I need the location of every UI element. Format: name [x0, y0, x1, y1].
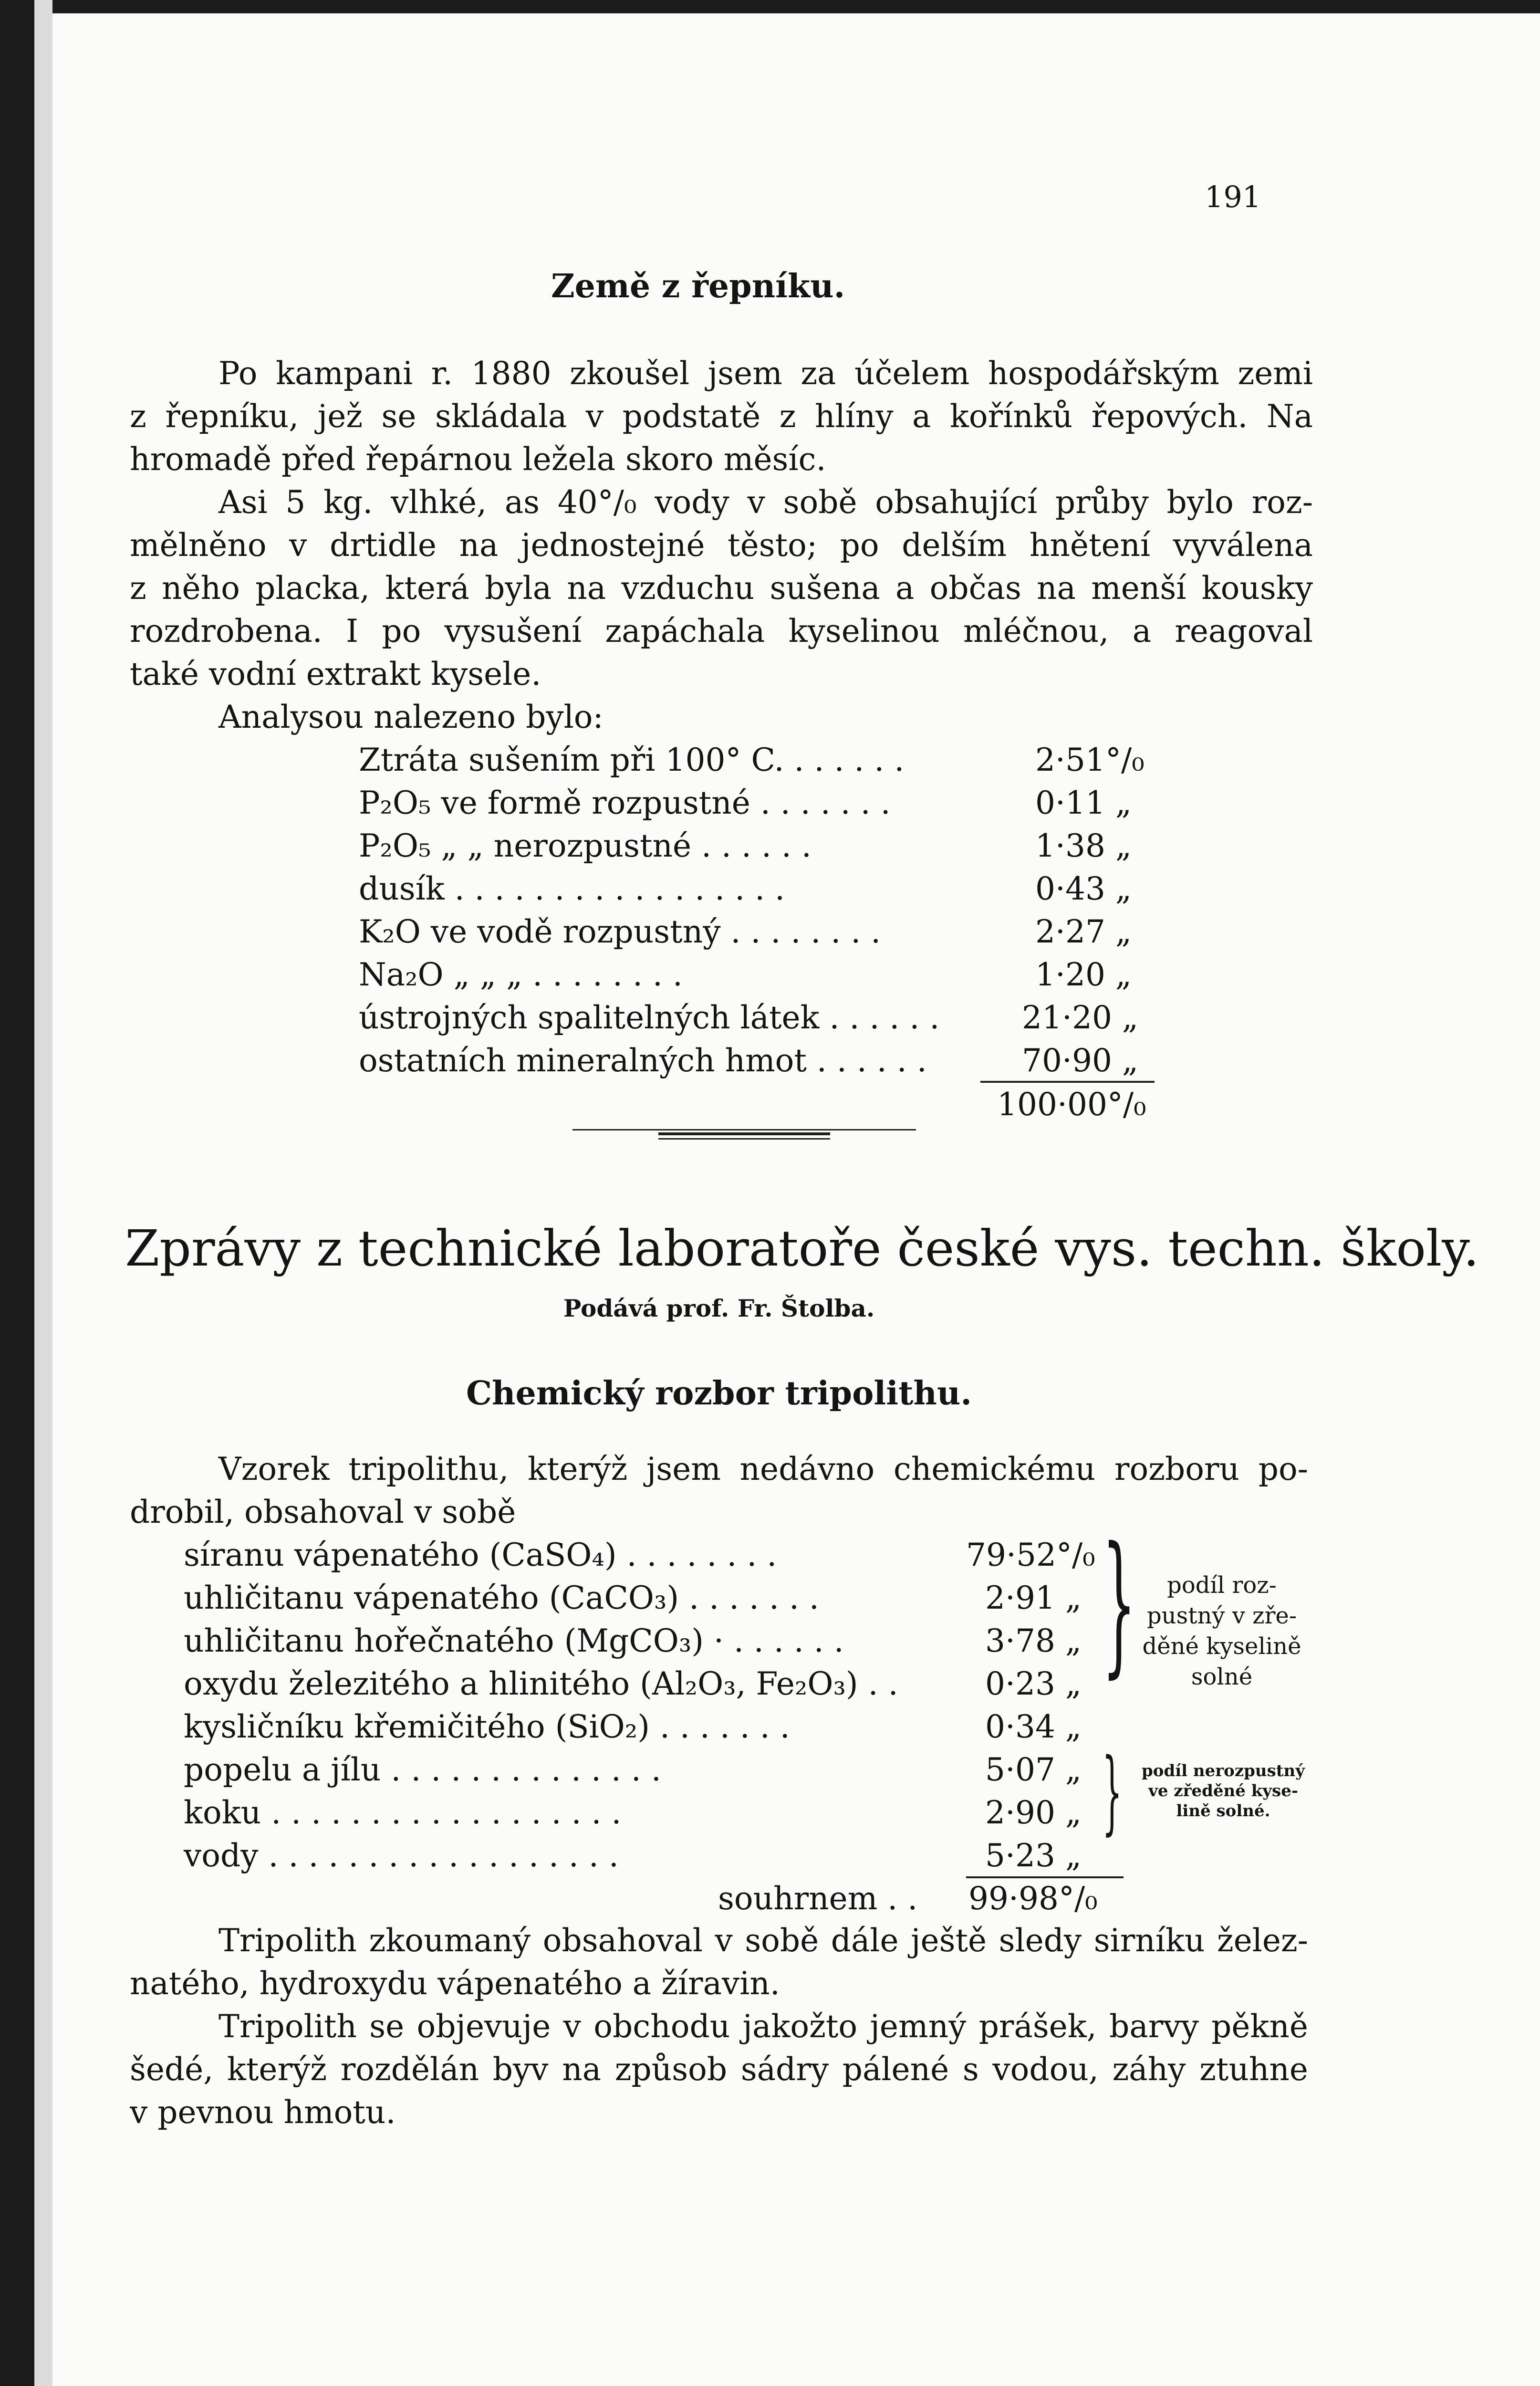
separator-line: [658, 1138, 830, 1140]
table-row: [184, 1748, 1138, 1791]
table-row: [359, 1039, 1170, 1082]
table-row: [359, 996, 1170, 1039]
row-label: ústrojných spalitelných látek . . . . . .: [359, 999, 940, 1036]
row-value: 2·27 „: [1035, 913, 1132, 950]
byline: Podává prof. Fr. Štolba.: [563, 1294, 875, 1322]
text-line: Tripolith se objevuje v obchodu jakožto jemný prášek, barvy pěkně: [219, 2008, 1308, 2045]
paragraph-method: [130, 481, 1313, 696]
row-label: popelu a jílu . . . . . . . . . . . . . .: [184, 1751, 661, 1788]
text-line: Asi 5 kg. vlhké, as 40°/₀ vody v sobě obsahující průby bylo roz-: [219, 484, 1313, 521]
row-label: dusík . . . . . . . . . . . . . . . . .: [359, 870, 785, 907]
row-label: kysličníku křemičitého (SiO₂) . . . . . . .: [184, 1708, 790, 1745]
separator-line: [572, 1129, 916, 1130]
total-value: 99·98°/₀: [968, 1880, 1098, 1917]
note-line: podíl nerozpustný: [1142, 1761, 1305, 1780]
row-value: 3·78 „: [985, 1622, 1082, 1659]
table-row: [359, 825, 1170, 868]
row-value: 79·52°/₀: [966, 1537, 1095, 1573]
table-row: [184, 1577, 1138, 1620]
table-row: [359, 953, 1170, 996]
text-line: z něho placka, která byla na vzduchu sušena a občas na menší kousky: [130, 570, 1313, 607]
scan-gutter: [34, 0, 52, 2386]
table-row: [359, 910, 1170, 953]
note-line: lině solné.: [1176, 1801, 1270, 1821]
row-label: oxydu železitého a hlinitého (Al₂O₃, Fe₂O₃) . .: [184, 1665, 898, 1702]
page-number: 191: [1205, 179, 1261, 214]
row-value: 0·43 „: [1035, 870, 1132, 907]
row-value: 21·20 „: [1022, 999, 1139, 1036]
row-label: K₂O ve vodě rozpustný . . . . . . . .: [359, 913, 881, 950]
separator-line: [658, 1132, 830, 1135]
text-line: hromadě před řepárnou ležela skoro měsíc.: [130, 441, 826, 478]
sum-rule: [980, 1081, 1155, 1083]
row-label: P₂O₅ ve formě rozpustné . . . . . . .: [359, 785, 891, 821]
note-line: děné kyselině: [1142, 1633, 1301, 1660]
row-value: 0·23 „: [985, 1665, 1082, 1702]
row-label: Na₂O „ „ „ . . . . . . . .: [359, 956, 683, 993]
table-row: [184, 1834, 1138, 1877]
table-row: [359, 782, 1170, 825]
note-line: podíl roz-: [1167, 1572, 1277, 1599]
row-value: 0·34 „: [985, 1708, 1082, 1745]
text-line: rozdrobena. I po vysušení zapáchala kyselinou mléčnou, a reagoval: [130, 613, 1313, 649]
table-row: [184, 1534, 1138, 1577]
analysis-intro: Analysou nalezeno bylo:: [219, 699, 604, 735]
text-line: Tripolith zkoumaný obsahoval v sobě dále ještě sledy sirníku želez-: [219, 1922, 1308, 1959]
row-label: uhličitanu vápenatého (CaCO₃) . . . . . . .: [184, 1580, 819, 1616]
row-value: 2·51°/₀: [1035, 742, 1145, 778]
table-row: [184, 1620, 1138, 1663]
row-value: 70·90 „: [1022, 1042, 1139, 1079]
note-line: ve zředěné kyse-: [1148, 1781, 1298, 1800]
table-row: [184, 1791, 1138, 1834]
paragraph-commerce: [130, 2005, 1308, 2134]
text-line: v pevnou hmotu.: [130, 2094, 396, 2131]
row-value: 1·20 „: [1035, 956, 1132, 993]
paragraph-trace-elements: [130, 1919, 1308, 2005]
row-value: 0·11 „: [1035, 785, 1132, 821]
total-label: souhrnem . .: [718, 1880, 918, 1917]
subsection-title: Chemický rozbor tripolithu.: [466, 1374, 972, 1413]
text-line: Po kampani r. 1880 zkoušel jsem za účelem hospodářským zemi: [219, 355, 1313, 392]
analysis-total: 100·00°/₀: [997, 1086, 1146, 1123]
row-label: síranu vápenatého (CaSO₄) . . . . . . . .: [184, 1537, 777, 1573]
text-line: drobil, obsahoval v sobě: [130, 1494, 516, 1530]
text-line: mělněno v drtidle na jednostejné těsto; po delším hnětení vyválena: [130, 527, 1313, 564]
row-value: 2·91 „: [985, 1580, 1082, 1616]
row-label: uhličitanu hořečnatého (MgCO₃) · . . . . . .: [184, 1622, 844, 1659]
table-row: [359, 868, 1170, 910]
text-line: také vodní extrakt kysele.: [130, 656, 541, 692]
row-label: ostatních mineralných hmot . . . . . .: [359, 1042, 927, 1079]
paragraph-intro: [130, 352, 1313, 481]
note-insoluble: [1128, 1761, 1319, 1821]
row-label: vody . . . . . . . . . . . . . . . . . .: [184, 1837, 619, 1874]
row-label: koku . . . . . . . . . . . . . . . . . .: [184, 1794, 622, 1831]
text-line: Vzorek tripolithu, kterýž jsem nedávno chemickému rozboru po-: [219, 1451, 1308, 1487]
scan-border-left: [0, 0, 34, 2386]
note-line: solné: [1191, 1664, 1253, 1690]
row-value: 1·38 „: [1035, 827, 1132, 864]
text-line: z řepníku, jež se skládala v podstatě z hlíny a kořínků řepových. Na: [130, 398, 1313, 435]
right-brace-icon: }: [1102, 1739, 1123, 1844]
row-value: 5·23 „: [985, 1837, 1082, 1874]
table-row: [184, 1663, 1138, 1706]
section-heading: Zprávy z technické laboratoře české vys. techn. školy.: [125, 1219, 1479, 1277]
text-line: šedé, kterýž rozdělán byv na způsob sádry pálené s vodou, záhy ztuhne: [130, 2051, 1308, 2088]
row-value: 5·07 „: [985, 1751, 1082, 1788]
note-line: pustný v zře-: [1146, 1602, 1297, 1629]
table-row: [184, 1706, 1138, 1748]
scan-border-top: [0, 0, 1540, 13]
row-value: 2·90 „: [985, 1794, 1082, 1831]
section-title: Země z řepníku.: [551, 267, 845, 305]
table-row: [359, 739, 1170, 782]
row-label: Ztráta sušením při 100° C. . . . . . .: [359, 742, 905, 778]
row-label: P₂O₅ „ „ nerozpustné . . . . . .: [359, 827, 812, 864]
right-brace-icon: }: [1102, 1515, 1136, 1692]
text-line: natého, hydroxydu vápenatého a žíravin.: [130, 1965, 780, 2002]
note-soluble: [1129, 1570, 1315, 1692]
